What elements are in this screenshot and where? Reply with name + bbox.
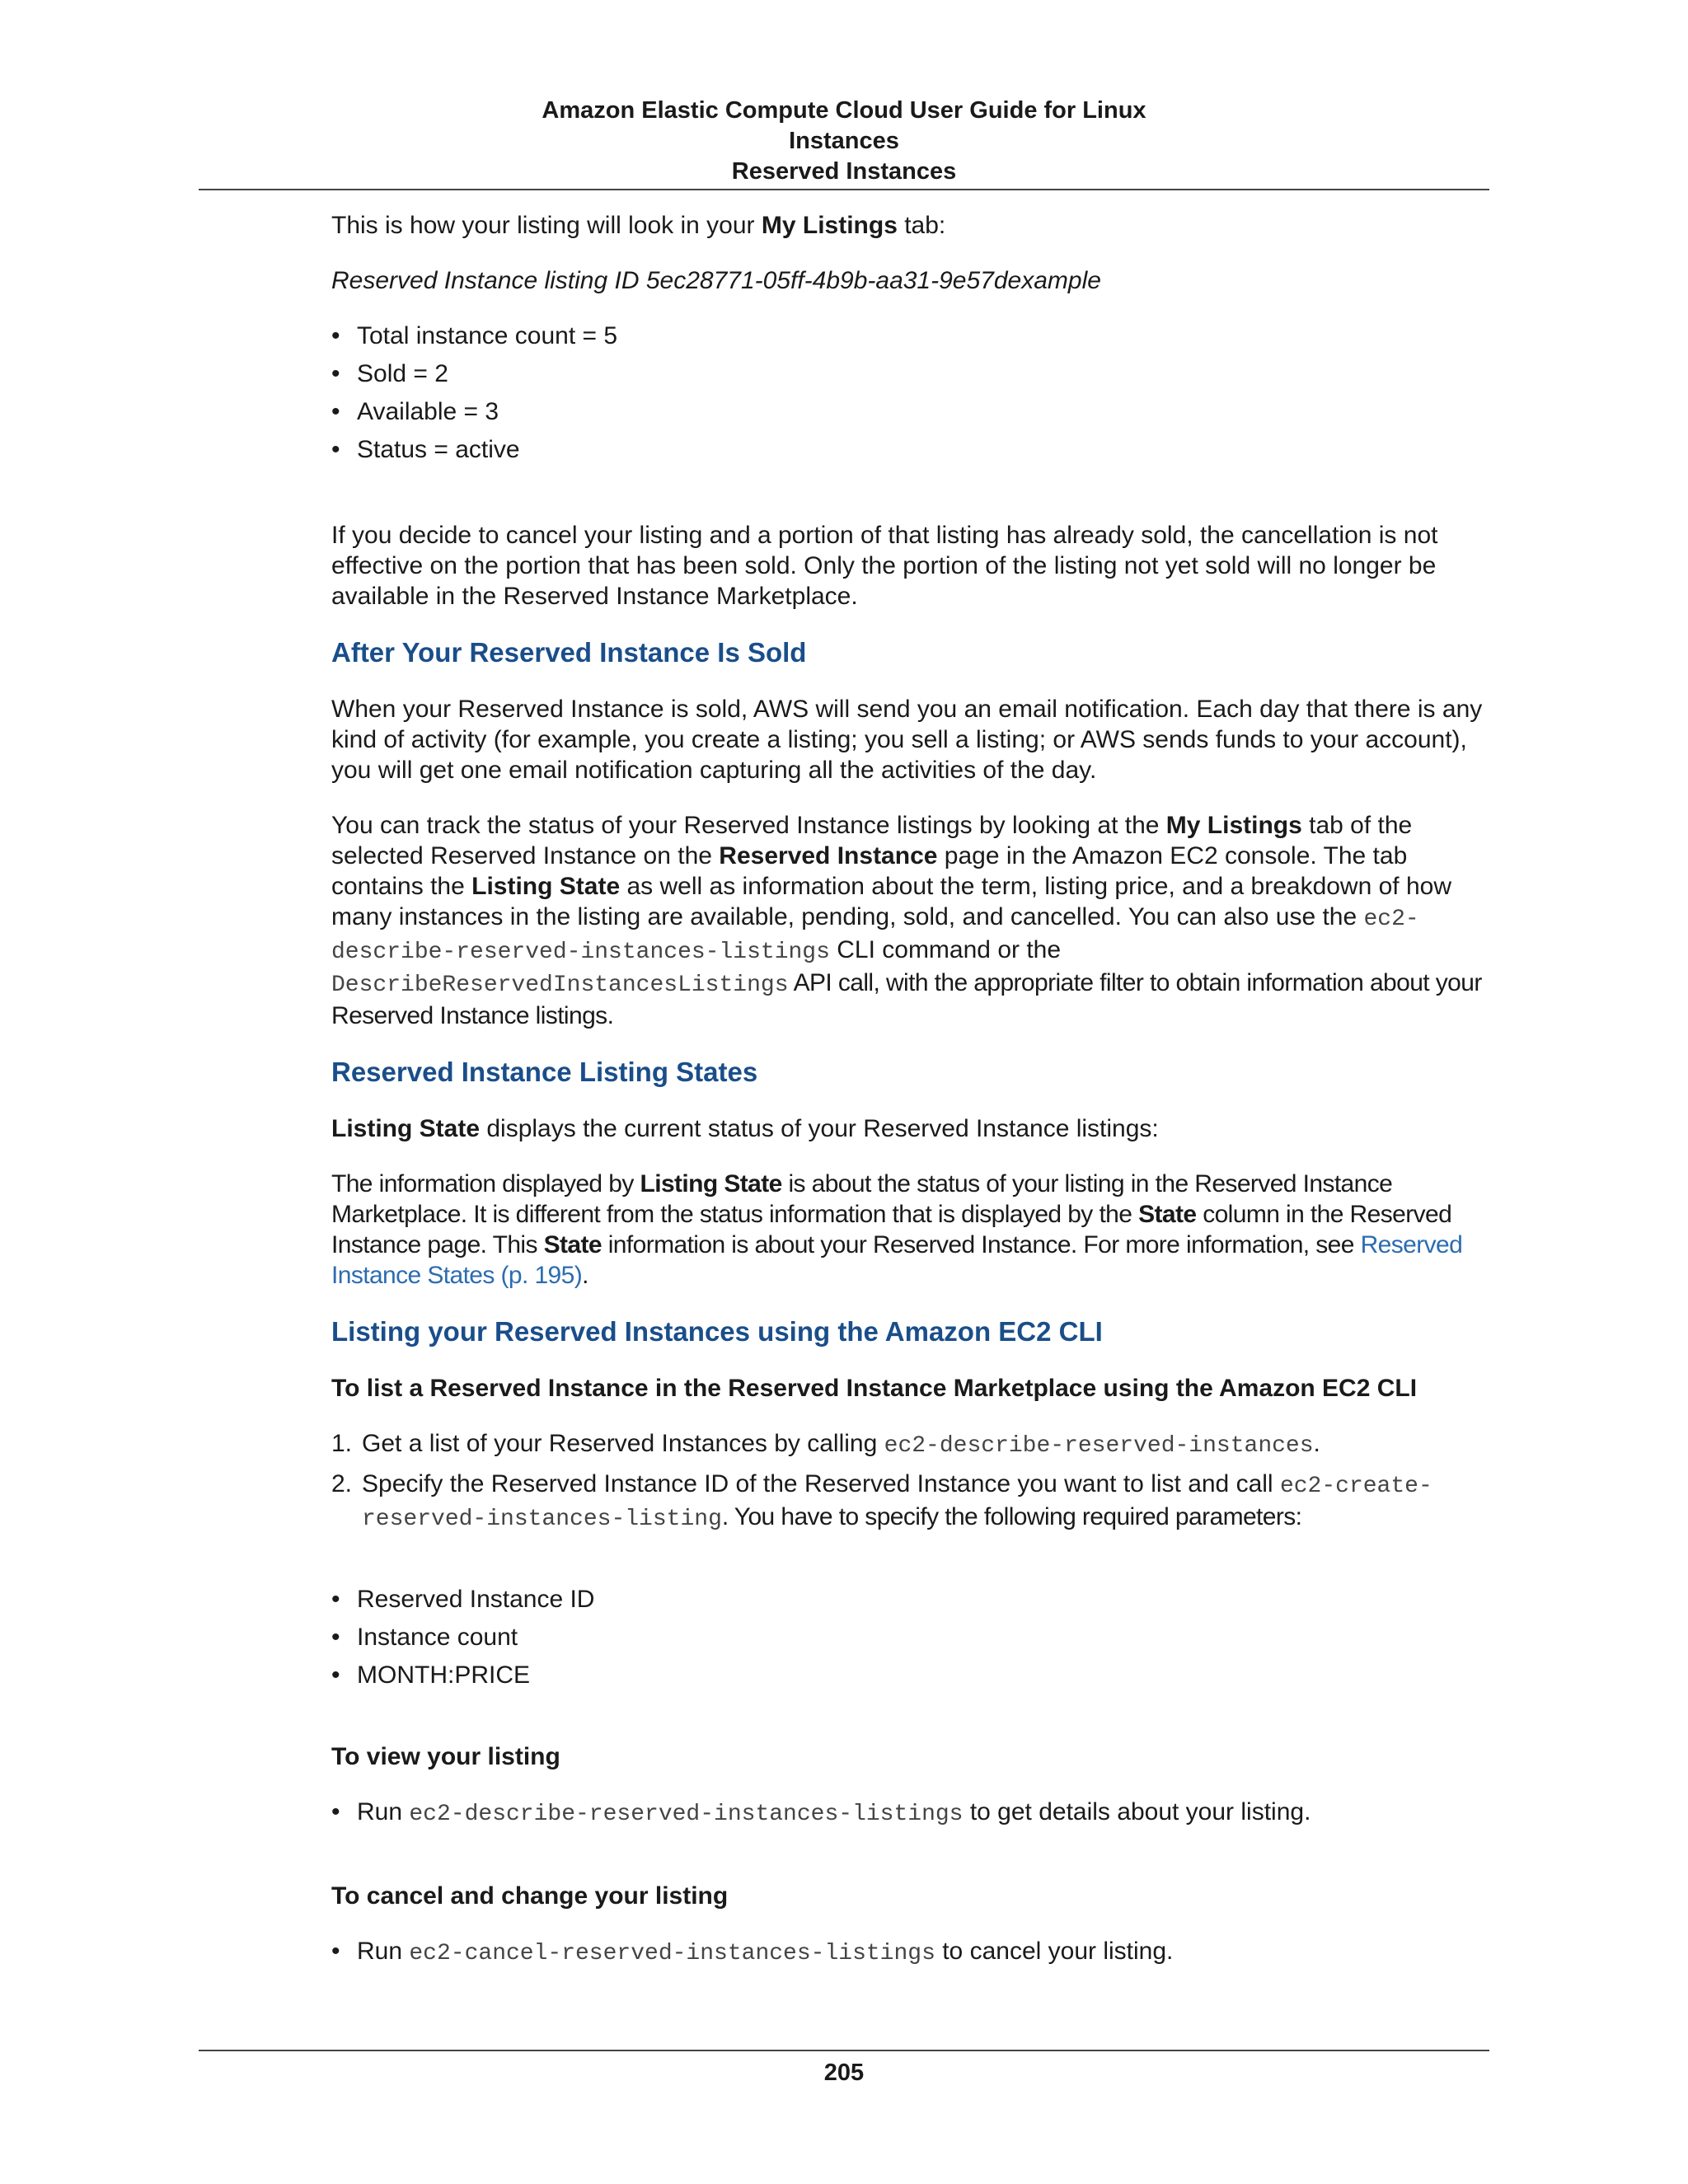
- list-item: • Total instance count = 5: [331, 321, 1493, 351]
- required-parameters-list: [331, 1584, 1493, 1690]
- text: CLI command or the: [829, 936, 1062, 963]
- text: information is about your Reserved Instance. For more information, see: [602, 1231, 1361, 1258]
- step-number: 1.: [331, 1430, 353, 1457]
- bold-term: State: [1138, 1201, 1197, 1228]
- text: Get a list of your Reserved Instances by calling: [362, 1430, 884, 1457]
- header-section: Reserved Instances: [731, 158, 957, 185]
- list-item: • MONTH:PRICE: [331, 1660, 1493, 1690]
- text: . You have to specify the following required parameters:: [721, 1503, 1302, 1530]
- cli-command: ec2-describe-reserved-instances-listings: [409, 1802, 964, 1827]
- page-body: [331, 210, 1493, 1976]
- text: page in the Amazon EC2 console. The tab contains the: [331, 842, 1408, 900]
- cancel-paragraph: If you decide to cancel your listing and a portion of that listing has already sold, the cancellation is not effective on the portion that has been sold. Only the portion of the listing not yet sold will no longer be available in the Reserved Instance Marketplace.: [331, 522, 1438, 610]
- text: as well as information about the term, listing price, and a breakdown of how many instances in the listing are available, pending, sold, and cancelled. You can also use the: [331, 873, 1452, 930]
- header-chapter: Instances: [789, 128, 899, 154]
- intro-paragraph: [331, 210, 1493, 241]
- cli-command: ec2-cancel-reserved-instances-listings: [409, 1941, 935, 1966]
- step-2: [331, 1469, 1493, 1535]
- list-item: • Status = active: [331, 434, 1493, 465]
- text: Run: [357, 1938, 410, 1965]
- text: API call, with the appropriate filter to obtain information about your Reserved Instance listings.: [331, 969, 1482, 1029]
- list-item: [331, 1936, 1493, 1969]
- bold-term: Reserved Instance: [719, 842, 938, 869]
- list-item: • Available = 3: [331, 396, 1493, 427]
- step-number: 2.: [331, 1470, 353, 1497]
- reserved-instance-states-link[interactable]: Reserved Instance States (p. 195): [331, 1231, 1463, 1289]
- heading-listing-states: Reserved Instance Listing States: [331, 1057, 758, 1087]
- text: to get details about your listing.: [963, 1798, 1311, 1825]
- bold-term: Listing State: [640, 1170, 782, 1197]
- text: column in the Reserved Instance page. This: [331, 1201, 1452, 1258]
- step-1: [331, 1428, 1493, 1461]
- text: The information displayed by: [331, 1170, 640, 1197]
- bold-term: My Listings: [1165, 812, 1302, 839]
- listing-id: [331, 265, 1493, 296]
- list-item: [331, 1797, 1493, 1830]
- listing-id-text: Reserved Instance listing ID 5ec28771-05ff-4b9b-aa31-9e57dexample: [331, 267, 1101, 294]
- bold-term: State: [543, 1231, 602, 1258]
- bold-term: Listing State: [331, 1115, 481, 1142]
- api-call: DescribeReservedInstancesListings: [331, 972, 789, 998]
- list-item: • Reserved Instance ID: [331, 1584, 1493, 1615]
- text: You can track the status of your Reserved Instance listings by looking at the: [331, 812, 1166, 839]
- procedure-title: To list a Reserved Instance in the Reserved Instance Marketplace using the Amazon EC2 CLI: [331, 1375, 1418, 1402]
- header-divider: [199, 189, 1489, 190]
- text: .: [1313, 1430, 1320, 1457]
- text: Specify the Reserved Instance ID of the Reserved Instance you want to list and call: [362, 1470, 1280, 1497]
- running-header: [199, 96, 1489, 187]
- view-listing-list: [331, 1797, 1493, 1830]
- intro-bold: My Listings: [761, 212, 898, 239]
- cli-command: ec2-describe-reserved-instances-listings: [331, 907, 1419, 965]
- intro-text-end: tab:: [897, 212, 946, 239]
- list-item: • Sold = 2: [331, 359, 1493, 389]
- cli-command: ec2-describe-reserved-instances: [884, 1433, 1314, 1459]
- view-listing-heading: To view your listing: [331, 1743, 560, 1770]
- bold-term: Listing State: [471, 873, 621, 900]
- intro-text: This is how your listing will look in your: [331, 212, 762, 239]
- text: .: [582, 1262, 588, 1289]
- text: to cancel your listing.: [935, 1938, 1174, 1965]
- text: displays the current status of your Reserved Instance listings:: [480, 1115, 1159, 1142]
- text: is about the status of your listing in the Reserved Instance Marketplace. It is different from the status information that is displayed by the: [331, 1170, 1393, 1228]
- listing-state-info-paragraph: [331, 1169, 1493, 1291]
- cli-command: ec2-create-reserved-instances-listing: [362, 1474, 1432, 1532]
- track-status-paragraph: [331, 810, 1493, 1031]
- text: tab of the selected Reserved Instance on the: [331, 812, 1413, 869]
- listing-state-paragraph: [331, 1113, 1493, 1144]
- heading-cli-listing: Listing your Reserved Instances using the Amazon EC2 CLI: [331, 1316, 1103, 1347]
- footer-divider: [199, 2050, 1489, 2051]
- heading-after-sold: After Your Reserved Instance Is Sold: [331, 637, 807, 668]
- text: Run: [357, 1798, 410, 1825]
- cancel-listing-heading: To cancel and change your listing: [331, 1882, 729, 1910]
- header-guide-title: Amazon Elastic Compute Cloud User Guide for Linux: [542, 97, 1146, 124]
- procedure-steps: [331, 1428, 1493, 1535]
- cancel-listing-list: [331, 1936, 1493, 1969]
- page-number: 205: [823, 2060, 865, 2086]
- sold-paragraph: When your Reserved Instance is sold, AWS will send you an email notification. Each day that there is any kind of activity (for example, you create a listing; you sell a listing; or AWS sends funds to your account), you will get one email notification capturing all the activities of the day.: [331, 696, 1483, 784]
- list-item: • Instance count: [331, 1622, 1493, 1652]
- listing-stats-list: [331, 321, 1493, 465]
